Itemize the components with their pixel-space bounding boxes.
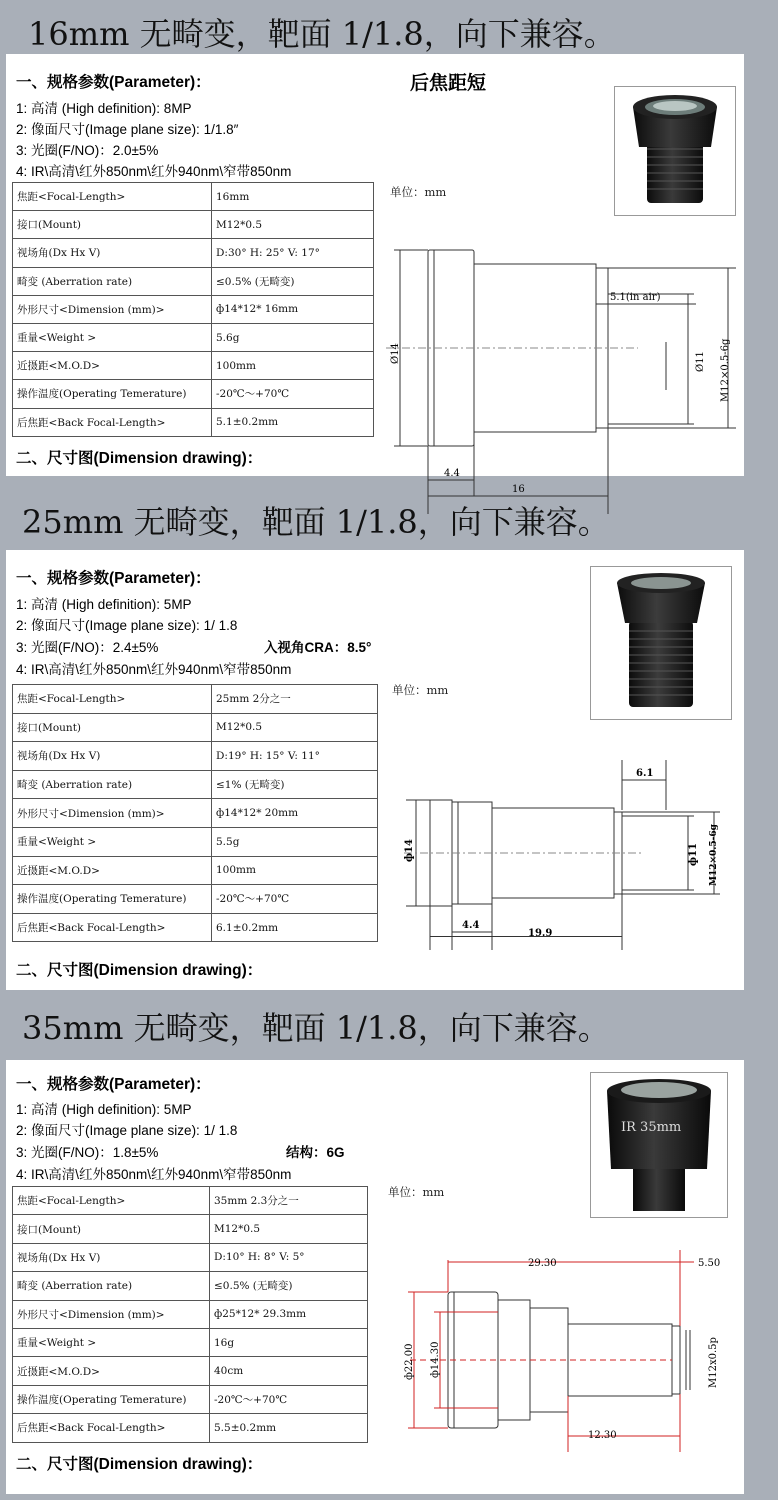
spec-key: 后焦距<Back Focal-Length> (13, 913, 212, 942)
spec-key: 近摄距<M.O.D> (13, 352, 212, 380)
spec-row (13, 885, 378, 914)
spec-row (13, 913, 378, 942)
spec-table (12, 182, 374, 437)
dim-label: 4.4 (462, 920, 480, 931)
spec-value: 5.6g (212, 323, 374, 351)
spec-value: 6.1±0.2mm (212, 913, 378, 942)
lens-image-icon (591, 1073, 727, 1217)
spec-row (13, 1357, 368, 1385)
spec-key: 重量<Weight > (13, 1328, 210, 1356)
spec-value: D:19° H: 15° V: 11° (212, 742, 378, 771)
spec-key: 接口(Mount) (13, 713, 212, 742)
spec-line: 1: 高清 (High definition): 5MP (16, 1102, 192, 1117)
dim-label: 12.30 (588, 1430, 617, 1441)
spec-key: 视场角(Dx Hx V) (13, 239, 212, 267)
dim-label: 5.1(in air) (610, 292, 661, 303)
spec-value: -20℃～+70℃ (212, 380, 374, 408)
spec-key: 重量<Weight > (13, 827, 212, 856)
spec-line: 1: 高清 (High definition): 5MP (16, 597, 192, 612)
section-heading: 25mm 无畸变，靶面 1/1.8，向下兼容。 (22, 503, 610, 541)
spec-row (13, 685, 378, 714)
spec-row (13, 352, 374, 380)
spec-value: D:10° H: 8° V: 5° (210, 1243, 368, 1271)
spec-title: 一、规格参数(Parameter)： (16, 570, 211, 587)
dim-label: M12×0.5-6g (709, 824, 719, 886)
spec-value: 16mm (212, 183, 374, 211)
spec-row (13, 1243, 368, 1271)
dim-label: M12x0.5p (708, 1337, 719, 1388)
unit-label: 单位：mm (390, 185, 447, 199)
spec-row (13, 742, 378, 771)
spec-row (13, 1385, 368, 1413)
dim-label: M12×0.5-6g (720, 338, 731, 402)
spec-row (13, 770, 378, 799)
dim-label: 4.4 (444, 468, 460, 479)
spec-line: 3: 光圈(F/NO)：1.8±5% (16, 1145, 159, 1160)
spec-row (13, 323, 374, 351)
spec-row (13, 799, 378, 828)
dim-label: ф14.30 (430, 1341, 441, 1378)
spec-key: 近摄距<M.O.D> (13, 1357, 210, 1385)
spec-value: ≤0.5% (无畸变) (210, 1272, 368, 1300)
dim-label: 5.50 (698, 1258, 721, 1269)
spec-value: ф25*12* 29.3mm (210, 1300, 368, 1328)
spec-row (13, 1414, 368, 1442)
dimension-title: 二、尺寸图(Dimension drawing)： (16, 1456, 263, 1473)
spec-key: 操作温度(Operating Temerature) (13, 1385, 210, 1413)
spec-value: ≤0.5% (无畸变) (212, 267, 374, 295)
spec-title: 一、规格参数(Parameter)： (16, 1076, 211, 1093)
spec-line: 2: 像面尺寸(Image plane size): 1/ 1.8 (16, 1123, 238, 1138)
spec-value: 100mm (212, 352, 374, 380)
spec-card (6, 550, 744, 990)
spec-key: 操作温度(Operating Temerature) (13, 885, 212, 914)
dim-label: Ø11 (695, 351, 706, 372)
spec-line: 4: IR\高清\红外850nm\红外940nm\窄带850nm (16, 164, 292, 179)
spec-key: 外形尺寸<Dimension (mm)> (13, 1300, 210, 1328)
spec-row (13, 1215, 368, 1243)
spec-key: 外形尺寸<Dimension (mm)> (13, 799, 212, 828)
cra-label: 入视角CRA：8.5° (264, 640, 372, 655)
spec-value: -20℃～+70℃ (212, 885, 378, 914)
lens-image-icon (615, 87, 735, 215)
spec-line: 3: 光圈(F/NO)：2.0±5% (16, 143, 159, 158)
section-heading: 16mm 无畸变，靶面 1/1.8，向下兼容。 (28, 15, 616, 53)
spec-line: 1: 高清 (High definition): 8MP (16, 101, 192, 116)
spec-key: 重量<Weight > (13, 323, 212, 351)
spec-key: 畸变 (Aberration rate) (13, 770, 212, 799)
dimension-drawing (390, 1240, 740, 1470)
spec-card (6, 54, 744, 495)
spec-row (13, 1187, 368, 1215)
lens-print: IR 35mm (621, 1120, 682, 1135)
dim-label: 19.9 (528, 928, 553, 939)
spec-value: M12*0.5 (212, 713, 378, 742)
length-dim-line (430, 936, 622, 937)
spec-key: 接口(Mount) (13, 1215, 210, 1243)
spec-row (13, 183, 374, 211)
lens-photo (590, 566, 732, 720)
dim-label: 29.30 (528, 1258, 557, 1269)
spec-line: 2: 像面尺寸(Image plane size): 1/ 1.8 (16, 618, 238, 633)
dim-label: ф22.00 (404, 1343, 415, 1380)
dim-label: Ø14 (390, 343, 401, 364)
dimension-title: 二、尺寸图(Dimension drawing)： (16, 450, 263, 467)
spec-key: 后焦距<Back Focal-Length> (13, 1414, 210, 1442)
spec-line: 2: 像面尺寸(Image plane size): 1/1.8″ (16, 122, 239, 137)
spec-value: ф14*12* 20mm (212, 799, 378, 828)
spec-value: 25mm 2分之一 (212, 685, 378, 714)
spec-value: -20℃～+70℃ (210, 1385, 368, 1413)
spec-title: 一、规格参数(Parameter)： (16, 74, 211, 91)
spec-value: 40cm (210, 1357, 368, 1385)
dimension-drawing (376, 224, 744, 495)
spec-key: 焦距<Focal-Length> (13, 1187, 210, 1215)
spec-line: 3: 光圈(F/NO)：2.4±5% (16, 640, 159, 655)
spec-key: 后焦距<Back Focal-Length> (13, 408, 212, 436)
spec-value: 5.5g (212, 827, 378, 856)
spec-value: 5.1±0.2mm (212, 408, 374, 436)
spec-line: 4: IR\高清\红外850nm\红外940nm\窄带850nm (16, 662, 292, 677)
spec-value: 5.5±0.2mm (210, 1414, 368, 1442)
dimension-title: 二、尺寸图(Dimension drawing)： (16, 962, 263, 979)
spec-row (13, 713, 378, 742)
spec-key: 视场角(Dx Hx V) (13, 742, 212, 771)
spec-key: 焦距<Focal-Length> (13, 183, 212, 211)
spec-table (12, 684, 378, 942)
spec-value: 16g (210, 1328, 368, 1356)
lens-photo (614, 86, 736, 216)
section-heading: 35mm 无畸变，靶面 1/1.8，向下兼容。 (22, 1009, 610, 1047)
unit-label: 单位：mm (388, 1185, 445, 1199)
spec-row (13, 267, 374, 295)
spec-value: M12*0.5 (210, 1215, 368, 1243)
spec-key: 畸变 (Aberration rate) (13, 1272, 210, 1300)
spec-key: 畸变 (Aberration rate) (13, 267, 212, 295)
dimension-drawing (396, 750, 736, 950)
spec-row (13, 1328, 368, 1356)
spec-row (13, 239, 374, 267)
dim-label: 6.1 (636, 768, 654, 779)
spec-table (12, 1186, 368, 1443)
spec-value: ф14*12* 16mm (212, 295, 374, 323)
spec-value: ≤1% (无畸变) (212, 770, 378, 799)
spec-row (13, 1300, 368, 1328)
dim-label: ф11 (688, 843, 699, 866)
spec-value: 100mm (212, 856, 378, 885)
spec-value: D:30° H: 25° V: 17° (212, 239, 374, 267)
spec-key: 接口(Mount) (13, 211, 212, 239)
spec-row (13, 408, 374, 436)
spec-key: 焦距<Focal-Length> (13, 685, 212, 714)
spec-key: 外形尺寸<Dimension (mm)> (13, 295, 212, 323)
spec-key: 近摄距<M.O.D> (13, 856, 212, 885)
spec-row (13, 211, 374, 239)
spec-key: 视场角(Dx Hx V) (13, 1243, 210, 1271)
spec-key: 操作温度(Operating Temerature) (13, 380, 212, 408)
spec-row (13, 295, 374, 323)
dim-label: ф14 (404, 839, 415, 862)
dim-label: 16 (512, 484, 525, 495)
spec-value: M12*0.5 (212, 211, 374, 239)
spec-line: 4: IR\高清\红外850nm\红外940nm\窄带850nm (16, 1167, 292, 1182)
spec-row (13, 856, 378, 885)
spec-row (13, 827, 378, 856)
lens-image-icon (591, 567, 731, 719)
spec-card (6, 1060, 744, 1494)
unit-label: 单位：mm (392, 683, 449, 697)
lens-photo (590, 1072, 728, 1218)
short-focus-badge: 后焦距短 (410, 73, 487, 94)
spec-value: 35mm 2.3分之一 (210, 1187, 368, 1215)
spec-row (13, 380, 374, 408)
spec-row (13, 1272, 368, 1300)
structure-label: 结构：6G (286, 1145, 345, 1160)
